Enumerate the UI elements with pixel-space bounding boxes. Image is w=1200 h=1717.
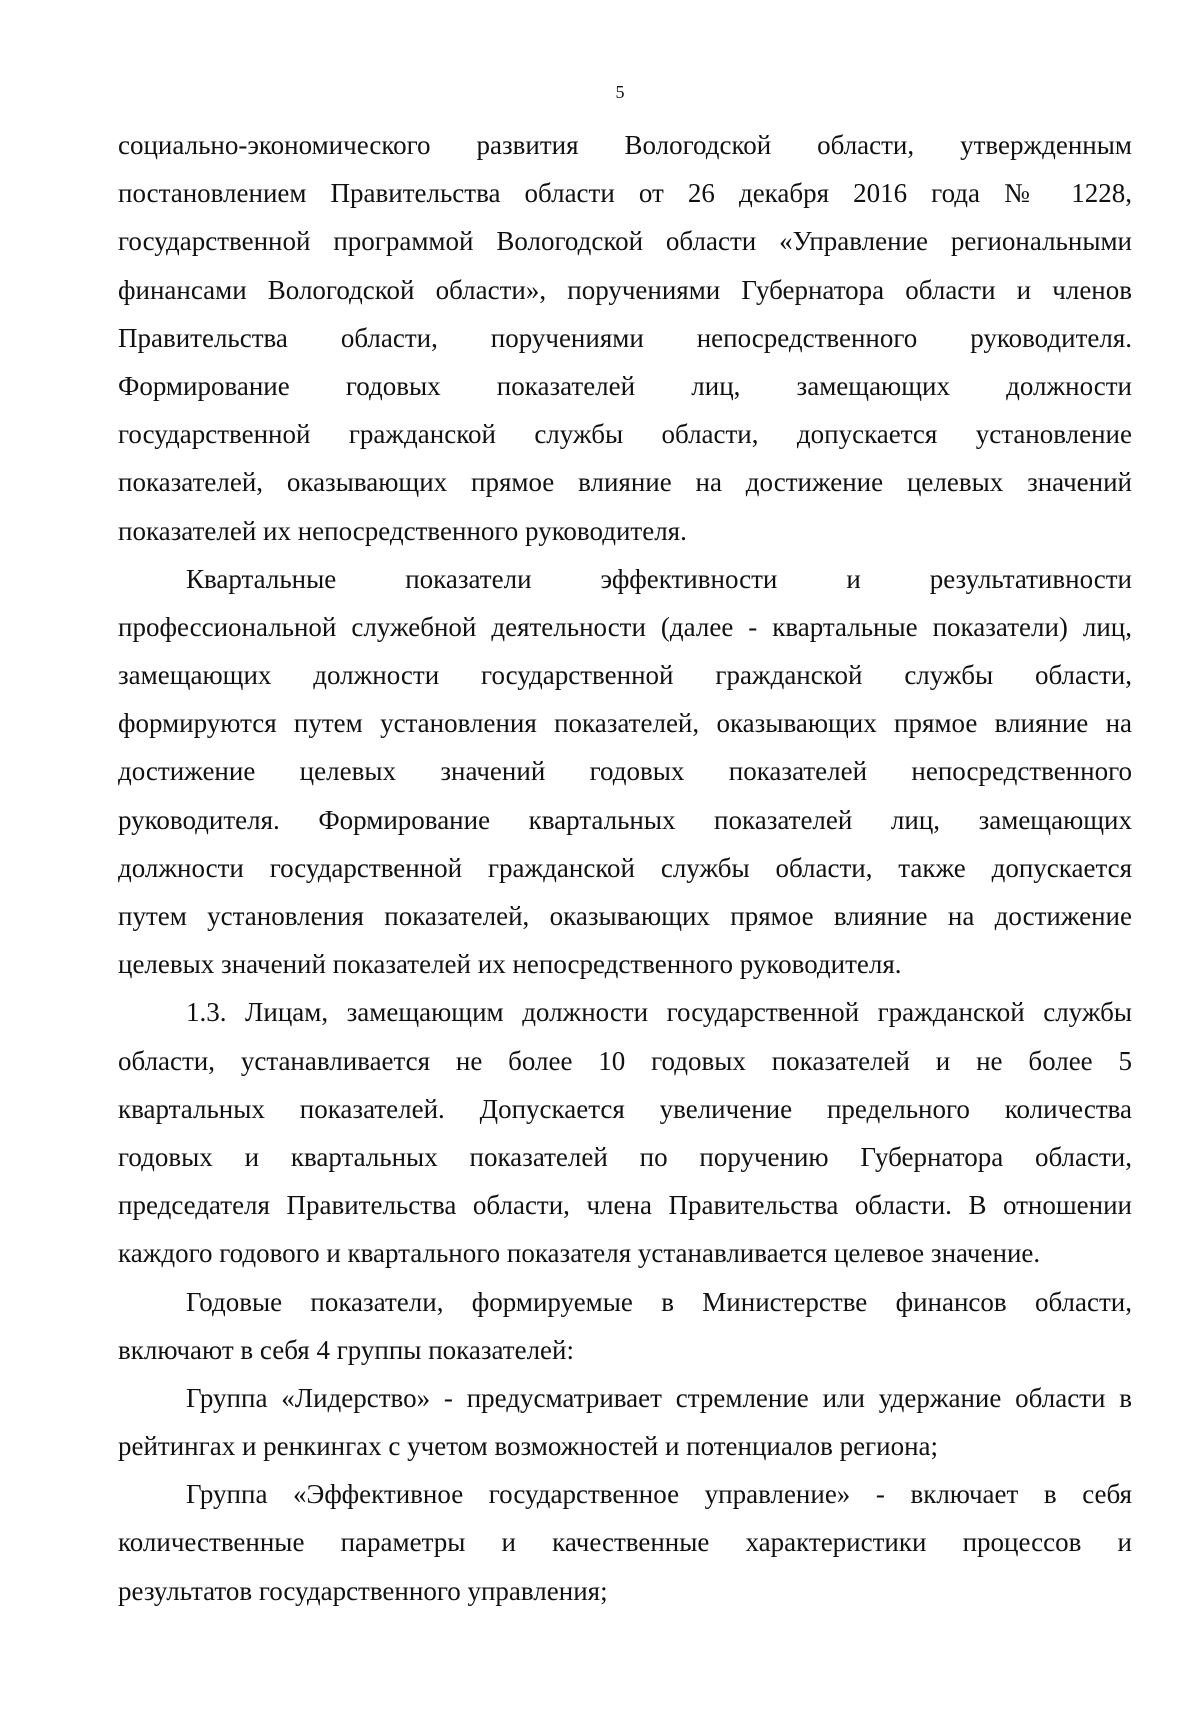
text-line: замещающих должности государственной гражданской службы области, [118, 660, 1132, 691]
document-body [118, 121, 1132, 1615]
text-line: социально-экономического развития Вологодской области, утвержденным [118, 130, 1132, 160]
text-line: должности государственной гражданской службы области, также допускается [118, 852, 1132, 883]
text-line: количественные параметры и качественные характеристики процессов и [118, 1527, 1132, 1558]
text-line: показателей, оказывающих прямое влияние на достижение целевых значений [118, 467, 1132, 498]
text-line: Годовые показатели, формируемые в Министерстве финансов области, [186, 1286, 1132, 1317]
text-line: постановлением Правительства области от 26 декабря 2016 года № 1228, [118, 178, 1132, 209]
text-line: включают в себя 4 группы показателей: [118, 1334, 574, 1365]
text-line: области, устанавливается не более 10 годовых показателей и не более 5 [118, 1045, 1132, 1076]
text-line: достижение целевых значений годовых показателей непосредственного [118, 756, 1132, 787]
text-line: Группа «Лидерство» - предусматривает стремление или удержание области в [186, 1382, 1132, 1413]
text-line: Группа «Эффективное государственное управление» - включает в себя [186, 1479, 1132, 1510]
text-line: Формирование годовых показателей лиц, замещающих должности [118, 370, 1132, 401]
text-line: результатов государственного управления; [118, 1575, 608, 1606]
text-line: Квартальные показатели эффективности и результативности [186, 563, 1132, 594]
text-line: рейтингах и ренкингах с учетом возможностей и потенциалов региона; [118, 1431, 939, 1462]
text-line: руководителя. Формирование квартальных показателей лиц, замещающих [118, 804, 1132, 835]
text-line: Правительства области, поручениями непосредственного руководителя. [118, 322, 1132, 353]
text-line: государственной гражданской службы области, допускается установление [118, 419, 1132, 450]
text-line: путем установления показателей, оказывающих прямое влияние на достижение [118, 901, 1132, 931]
text-line: государственной программой Вологодской области «Управление региональными [118, 226, 1132, 257]
text-line: целевых значений показателей их непосредственного руководителя. [118, 949, 902, 980]
page-number: 5 [615, 82, 625, 102]
text-line: показателей их непосредственного руководителя. [118, 515, 687, 546]
text-line: каждого годового и квартального показателя устанавливается целевое значение. [118, 1238, 1041, 1269]
text-line: 1.3. Лицам, замещающим должности государственной гражданской службы [186, 997, 1132, 1028]
text-line: профессиональной служебной деятельности (далее - квартальные показатели) лиц, [118, 611, 1132, 642]
text-line: председателя Правительства области, члена Правительства области. В отношении [118, 1190, 1132, 1221]
text-line: финансами Вологодской области», поручениями Губернатора области и членов [118, 274, 1132, 305]
text-line: формируются путем установления показателей, оказывающих прямое влияние на [118, 708, 1132, 739]
text-line: квартальных показателей. Допускается увеличение предельного количества [118, 1093, 1132, 1124]
text-line: годовых и квартальных показателей по поручению Губернатора области, [118, 1141, 1132, 1172]
